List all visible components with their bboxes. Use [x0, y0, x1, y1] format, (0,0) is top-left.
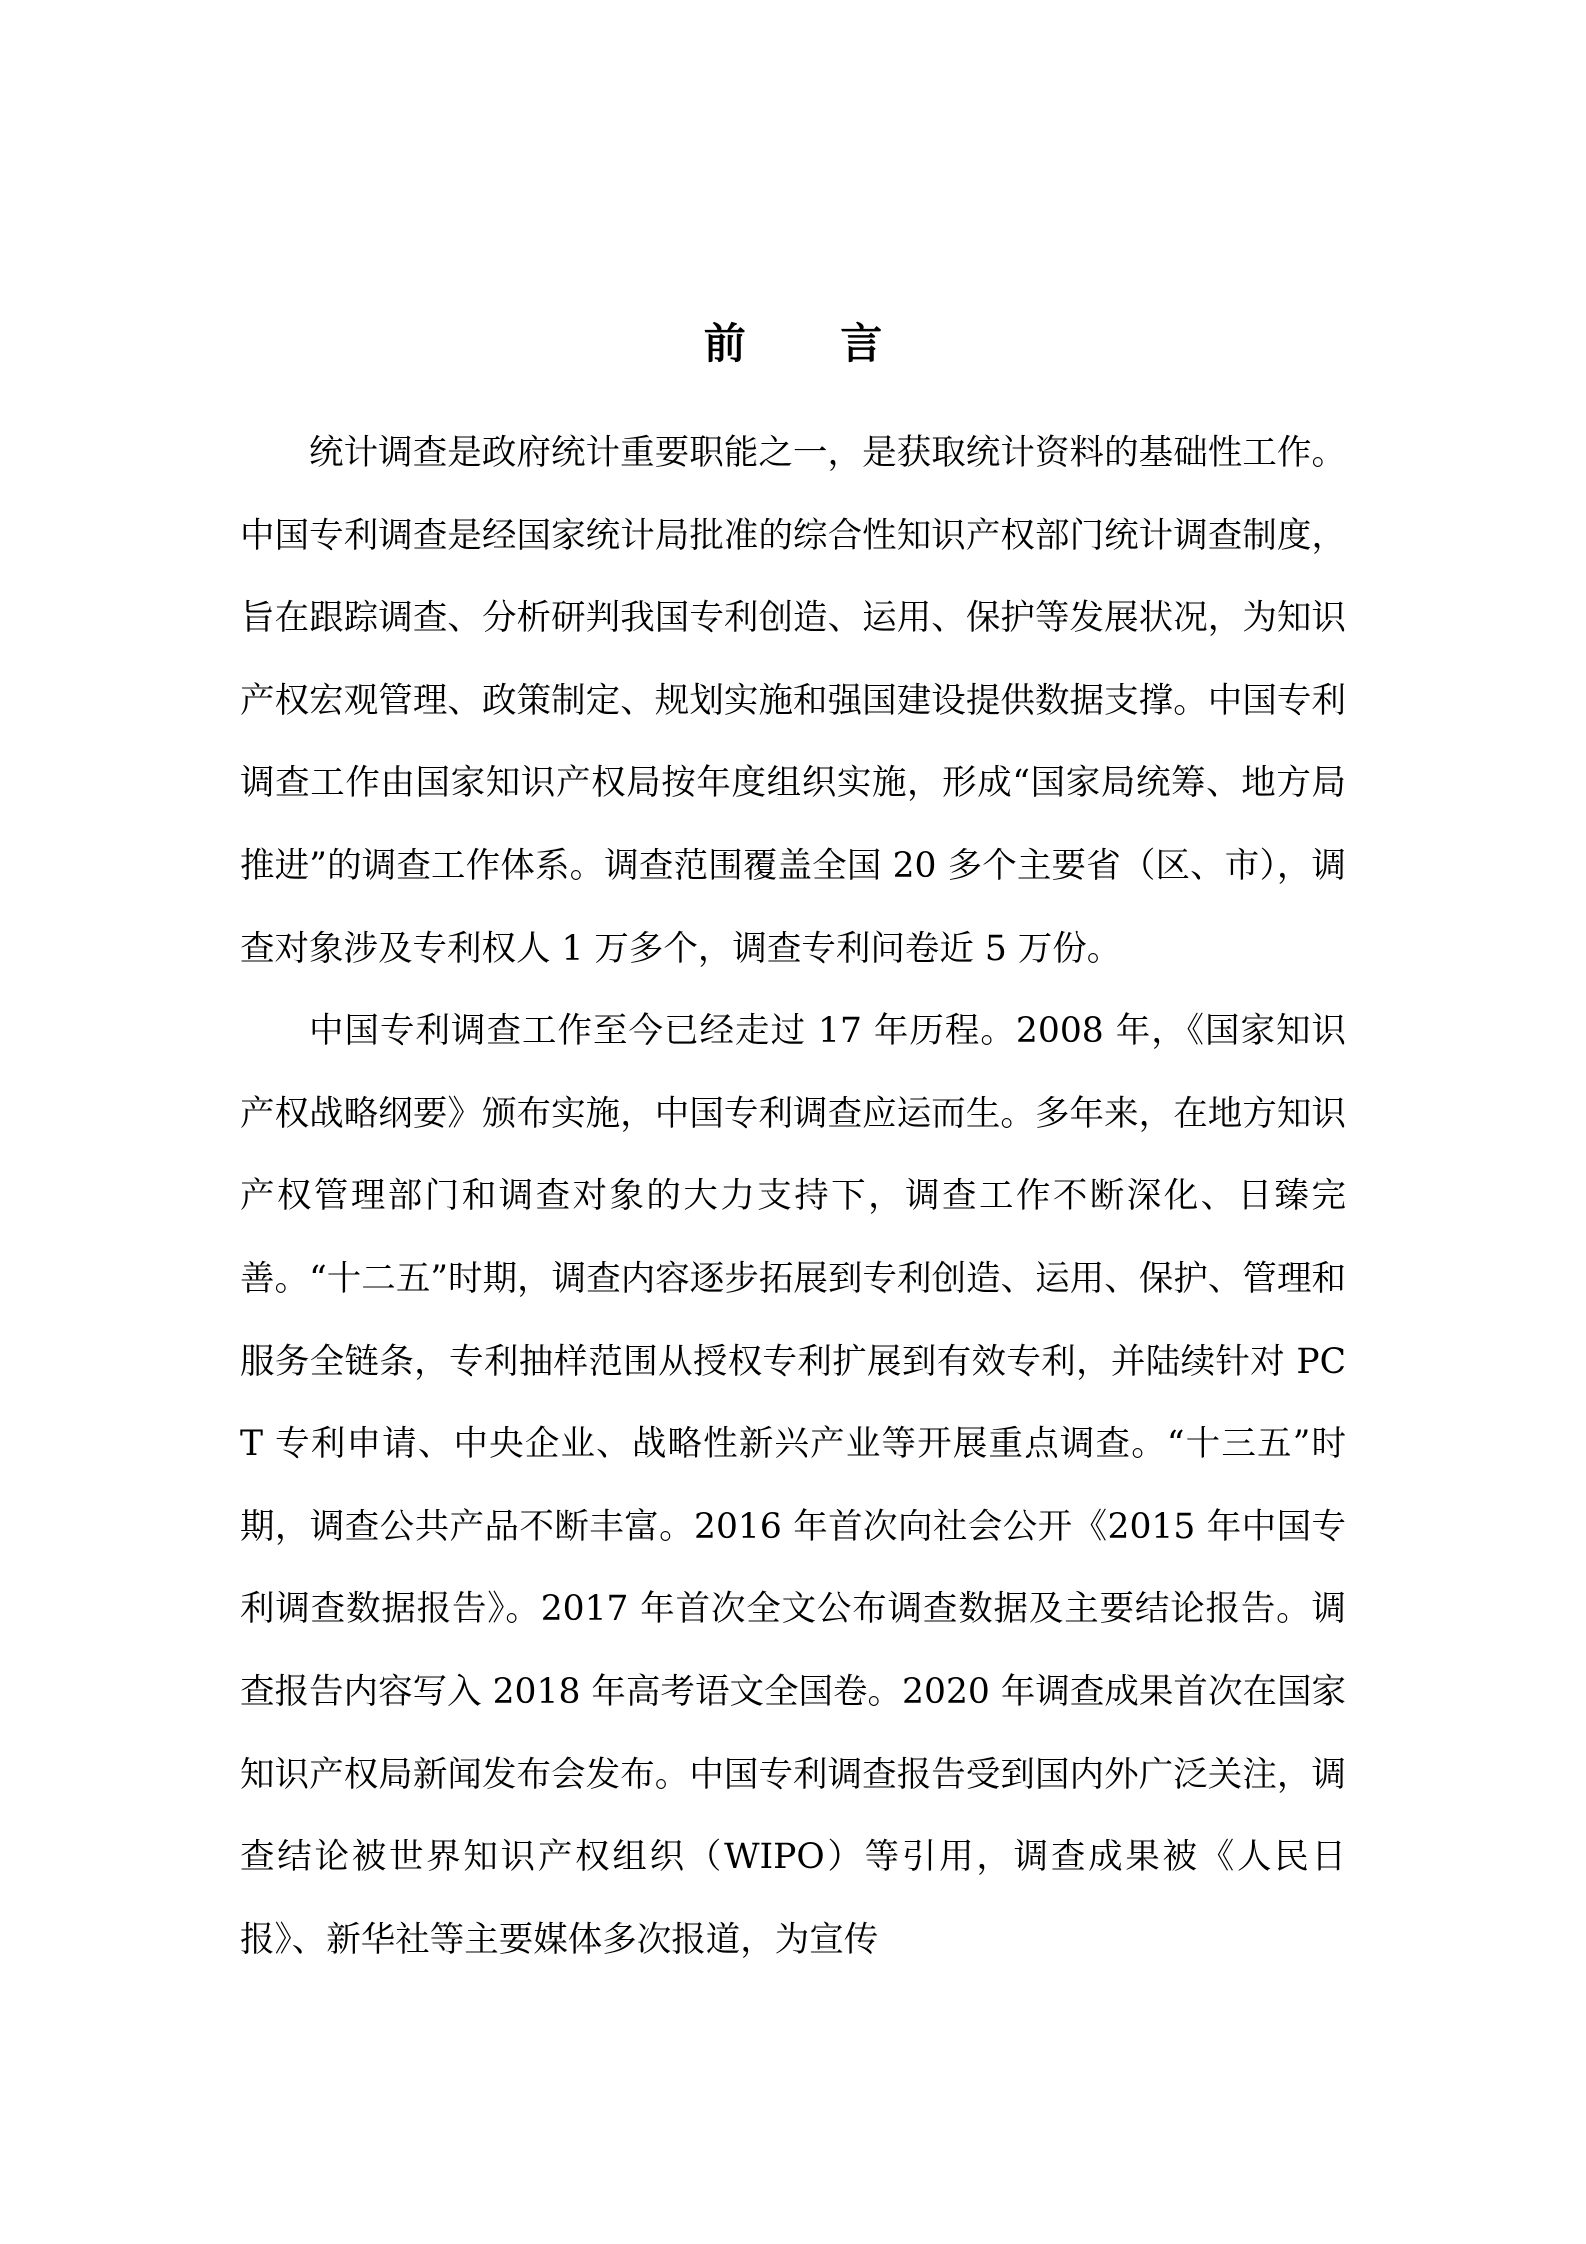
document-body: [240, 412, 1346, 1981]
page-title: 前 言: [703, 319, 923, 369]
paragraph-2: 中国专利调查工作至今已经走过 17 年历程。2008 年，《国家知识产权战略纲要》颁布实施，中国专利调查应运而生。多年来，在地方知识产权管理部门和调查对象的大力支持下，调查工作不断深化、日臻完善。“十二五”时期，调查内容逐步拓展到专利创造、运用、保护、管理和服务全链条，专利抽样范围从授权专利扩展到有效专利，并陆续针对 PCT 专利申请、中央企业、战略性新兴产业等开展重点调查。“十三五”时期，调查公共产品不断丰富。2016 年首次向社会公开《2015 年中国专利调查数据报告》。2017 年首次全文公布调查数据及主要结论报告。调查报告内容写入 2018 年高考语文全国卷。2020 年调查成果首次在国家知识产权局新闻发布会发布。中国专利调查报告受到国内外广泛关注，调查结论被世界知识产权组织（WIPO）等引用，调查成果被《人民日报》、新华社等主要媒体多次报道，为宣传: [240, 1011, 1346, 1960]
paragraph-1: 统计调查是政府统计重要职能之一，是获取统计资料的基础性工作。中国专利调查是经国家统计局批准的综合性知识产权部门统计调查制度，旨在跟踪调查、分析研判我国专利创造、运用、保护等发展状况，为知识产权宏观管理、政策制定、规划实施和强国建设提供数据支撑。中国专利调查工作由国家知识产权局按年度组织实施，形成“国家局统筹、地方局推进”的调查工作体系。调查范围覆盖全国 20 多个主要省（区、市），调查对象涉及专利权人 1 万多个，调查专利问卷近 5 万份。: [240, 433, 1346, 969]
